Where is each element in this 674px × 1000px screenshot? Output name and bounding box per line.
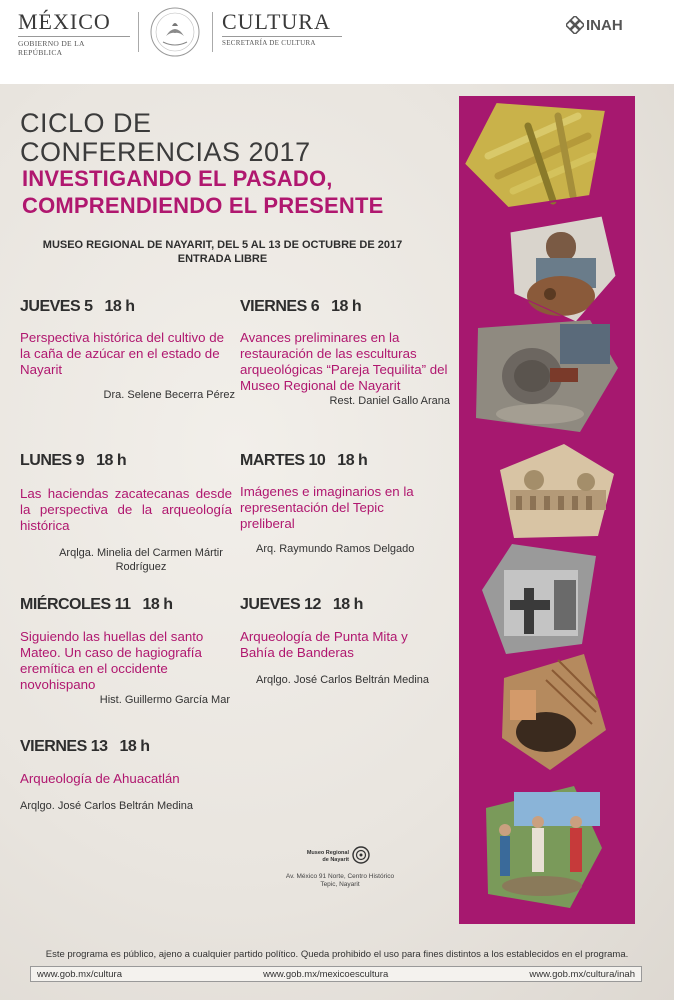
header-bar	[0, 0, 674, 84]
event-block	[20, 451, 232, 574]
event-date: JUEVES 5	[20, 298, 93, 315]
event-talk-title: Imágenes e imaginarios en la representación del Tepic preliberal	[240, 484, 414, 531]
inah-logo	[566, 14, 623, 36]
museum-address	[265, 873, 415, 889]
museum-emblem-icon	[352, 846, 370, 864]
cultura-logo-text: CULTURA	[222, 9, 331, 34]
cultura-logo	[222, 10, 342, 47]
excavation-photo	[498, 650, 610, 774]
event-talk-title: Arqueología de Ahuacatlán	[20, 771, 180, 786]
restorer-photo	[506, 210, 624, 328]
mexico-logo-text: MÉXICO	[18, 9, 111, 34]
event-day	[20, 737, 235, 757]
event-date: MIÉRCOLES 11	[20, 596, 131, 613]
venue-line: MUSEO REGIONAL DE NAYARIT, DEL 5 AL 13 DE OCTUBRE DE 2017	[42, 239, 403, 251]
event-date: VIERNES 6	[240, 298, 320, 315]
inah-url-link[interactable]: www.gob.mx/cultura/inah	[529, 968, 635, 980]
museum-logo	[305, 842, 375, 872]
event-speaker: Arqlgo. José Carlos Beltrán Medina	[20, 800, 194, 812]
event-date: JUEVES 12	[240, 596, 321, 613]
event-time: 18 h	[337, 452, 368, 469]
cross-photo	[478, 540, 600, 658]
mexicoescultura-url-link[interactable]: www.gob.mx/mexicoescultura	[263, 968, 389, 980]
event-date: MARTES 10	[240, 452, 326, 469]
address-line-1: Av. México 91 Norte, Centro Histórico	[285, 873, 395, 880]
address-line-2: Tepic, Nayarit	[320, 881, 360, 888]
event-day	[240, 451, 440, 471]
event-time: 18 h	[331, 298, 362, 315]
header-divider	[138, 12, 139, 52]
title-line-2: CONFERENCIAS 2017	[20, 137, 311, 167]
event-day	[240, 595, 440, 615]
event-day	[20, 451, 232, 471]
event-talk-title: Las haciendas zacatecanas desde la perspectiva de la arqueología histórica	[20, 486, 232, 533]
coat-of-arms-icon	[148, 6, 202, 58]
event-speaker: Dra. Selene Becerra Pérez	[103, 389, 235, 401]
event-time: 18 h	[142, 596, 173, 613]
hacienda-photo	[494, 440, 618, 544]
cultura-url-link[interactable]: www.gob.mx/cultura	[37, 968, 123, 980]
inah-mark-icon	[566, 16, 584, 34]
inah-logo-text: INAH	[586, 16, 623, 34]
event-block	[20, 737, 235, 813]
event-talk-title: Avances preliminares en la restauración de las esculturas arqueológicas “Pareja Tequilita” del Museo Regional de Nayarit	[240, 330, 448, 393]
event-speaker: Hist. Guillermo García Mar	[99, 694, 230, 706]
event-day	[20, 297, 235, 317]
event-time: 18 h	[332, 596, 363, 613]
event-date: VIERNES 13	[20, 738, 108, 755]
sugar-cane-photo	[458, 96, 608, 212]
event-speaker: Arq. Raymundo Ramos Delgado	[256, 543, 415, 555]
subtitle-line-1: INVESTIGANDO EL PASADO,	[22, 166, 333, 191]
event-time: 18 h	[104, 298, 135, 315]
grinding-stone-photo	[470, 318, 620, 438]
event-talk-title: Arqueología de Punta Mita y Bahía de Banderas	[240, 629, 408, 660]
event-talk-title: Perspectiva histórica del cultivo de la caña de azúcar en el estado de Nayarit	[20, 330, 224, 377]
event-talk-title: Siguiendo las huellas del santo Mateo. Un caso de hagiografía eremítica en el occidente novohispano	[20, 629, 204, 692]
footer-url-bar	[30, 966, 642, 982]
title-line-1: CICLO DE	[20, 108, 152, 138]
admission-line: ENTRADA LIBRE	[177, 253, 268, 265]
header-divider	[212, 12, 213, 52]
footer-disclaimer: Este programa es público, ajeno a cualquier partido político. Queda prohibido el uso para fines distintos a los establecidos en el programa.	[45, 949, 629, 960]
event-block	[20, 595, 230, 707]
subtitle-line-2: COMPRENDIENDO EL PRESENTE	[22, 193, 384, 218]
museum-name: Museo Regional de Nayarit	[306, 850, 349, 863]
event-time: 18 h	[119, 738, 150, 755]
event-speaker: Arqlga. Minelia del Carmen Mártir Rodríguez	[59, 547, 223, 573]
event-date: LUNES 9	[20, 452, 85, 469]
mexico-logo	[18, 10, 130, 57]
archaeologists-photo	[478, 782, 604, 912]
event-block	[240, 595, 440, 687]
event-block	[240, 451, 440, 556]
event-block	[20, 297, 235, 402]
event-speaker: Rest. Daniel Gallo Arana	[329, 395, 450, 407]
event-day	[240, 297, 450, 317]
event-speaker: Arqlgo. José Carlos Beltrán Medina	[256, 674, 430, 686]
event-block	[240, 297, 450, 408]
event-time: 18 h	[96, 452, 127, 469]
cultura-logo-subtext: SECRETARÍA DE CULTURA	[222, 36, 342, 47]
event-day	[20, 595, 230, 615]
mexico-logo-subtext: GOBIERNO DE LA REPÚBLICA	[18, 36, 130, 57]
